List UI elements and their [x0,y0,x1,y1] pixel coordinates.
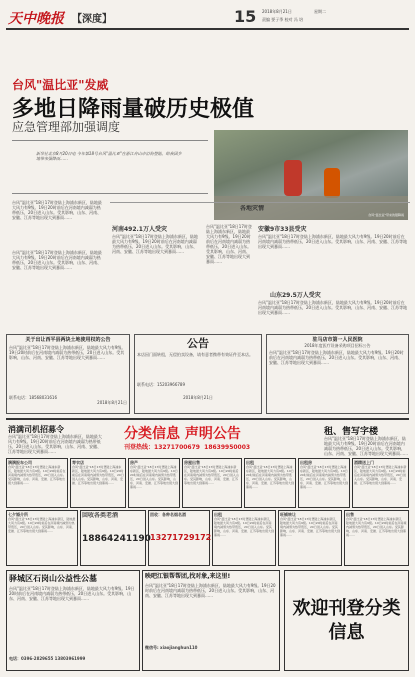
photo-figure [284,160,302,196]
ad-cell [212,510,276,566]
ad-cell [244,458,296,508]
col3-title: 安徽9市33县受灾 [258,226,307,233]
ad-cell [70,458,126,508]
ad-cell-title: 出租 [246,460,254,465]
article-col-1b: 台风"温比亚"18日17时登陆上海浦东新区，陆地最大风力有9级。19日20时前后在河南境内减弱为热带低压，20日进入山东。受其影响，山东、河南、安徽、江苏等地出现大到暴雨…… [12,250,102,270]
ad-cell-phone [80,510,151,566]
classified-grid [6,458,409,568]
notice-mid [134,334,262,414]
col4-title: 山东29.5万人受灾 [270,292,321,299]
article-col-4: 台风"温比亚"18日17时登陆上海浦东新区，陆地最大风力有9级。19日20时前后在河南境内减弱为热带低压，20日进入山东。受其影响，山东、河南、安徽、江苏等地出现大到暴雨…… [258,234,408,249]
ad-cell-title: 七夕婚介所 [8,512,28,517]
classified-title: 分类信息 声明公告 [124,426,241,442]
ad-cell [344,510,409,566]
classified-header [6,418,409,456]
ad-cell-body: 台风"温比亚"18日17时登陆上海浦东新区，陆地最大风力有9级。19日20时前后在河南境内减弱为热带低压，20日进入山东。受其影响，山东、河南、安徽、江苏等地出现大到暴雨…… [8,465,66,485]
ad-cell-body: 台风"温比亚"18日17时登陆上海浦东新区，陆地最大风力有9级。19日20时前后在河南境内减弱为热带低压，20日进入山东。受其影响，山东、河南、安徽、江苏等地出现大到暴雨…… [246,465,294,489]
cemetery-ad [6,570,140,671]
cemetery-body: 台风"温比亚"18日17时登陆上海浦东新区，陆地最大风力有9级。19日20时前后在河南境内减弱为热带低压，20日进入山东。受其影响，山东、河南、安徽、江苏等地出现大到暴雨…… [9,586,135,601]
ad-cell-title: 旺铺转让 [280,512,296,517]
notice-mid-title: 公告 [187,337,209,350]
ad-cell-title: 回收各类老酒 [82,512,119,519]
ad-cell-body: 台风"温比亚"18日17时登陆上海浦东新区，陆地最大风力有9级。19日20时前后在河南境内减弱为热带低压，20日进入山东。受其影响，山东、河南、安徽、江苏等地出现大到暴雨…… [300,465,348,489]
ad-cell-body: 台风"温比亚"18日17时登陆上海浦东新区，陆地最大风力有9级。19日20时前后在河南境内减弱为热带低压，20日进入山东。受其影响，山东、河南、安徽、江苏等地出现大到暴雨…… [8,517,76,533]
ad-cell-body: 台风"温比亚"18日17时登陆上海浦东新区，陆地最大风力有9级。19日20时前后在河南境内减弱为热带低压，20日进入山东。受其影响，山东、河南、安徽、江苏等地出现大到暴雨…… [130,465,178,489]
page-number: 15 [234,7,257,26]
notice-right-title: 驻马店市第一人民医院 [312,337,363,343]
notice-mid-date: 2018年8月21日 [183,395,213,400]
ad-cell-body: 台风"温比亚"18日17时登陆上海浦东新区，陆地最大风力有9级。19日20时前后在河南境内减弱为热带低压，20日进入山东。受其影响，山东、河南、安徽、江苏等地出现大到暴雨…… [280,517,340,537]
classified-right-title: 租、售写字楼 [324,427,379,437]
ad-cell [128,458,180,508]
ad-cell-body: 台风"温比亚"18日17时登陆上海浦东新区，陆地最大风力有9级。19日20时前后在河南境内减弱为热带低压，20日进入山东。受其影响，山东、河南、安徽、江苏等地出现大到暴雨…… [354,465,407,485]
classified-left-body: 台风"温比亚"18日17时登陆上海浦东新区，陆地最大风力有9级。19日20时前后在河南境内减弱为热带低压，20日进入山东。受其影响，山东、河南、安徽、江苏等地出现大到暴雨…… [8,434,102,454]
notice-right-body: 台风"温比亚"18日17时登陆上海浦东新区，陆地最大风力有9级。19日20时前后在河南境内减弱为热带低压，20日进入山东。受其影响，山东、河南、安徽、江苏等地出现大到暴雨…… [269,350,404,365]
ad-cell-title: 寿衣店 [72,460,84,465]
cemetery-title: 驿城区石岗山公益性公墓 [9,574,97,583]
hotline-label: 刊登热线： [124,444,155,451]
notice-left-contact: 联系电话：18568031616 [9,395,57,400]
photo-caption: 台风"温比亚"带来的强降雨 [368,213,404,217]
dating-title: 映吧江银帮帮团,找对象,来这里! [145,573,231,580]
ad-cell-title: 出售 [346,512,354,517]
hotline-number: 13271700679 [154,444,200,451]
article-col-3: 台风"温比亚"18日17时登陆上海浦东新区，陆地最大风力有9级。19日20时前后在河南境内减弱为热带低压，20日进入山东。受其影响，山东、河南、安徽、江苏等地出现大到暴雨…… [206,224,252,264]
notice-left-body: 台风"温比亚"18日17时登陆上海浦东新区，陆地最大风力有9级。19日20时前后在河南境内减弱为热带低压，20日进入山东。受其影响，山东、河南、安徽、江苏等地出现大到暴雨…… [9,345,126,360]
ad-cell-body: 台风"温比亚"18日17时登陆上海浦东新区，陆地最大风力有9级。19日20时前后在河南境内减弱为热带低压，20日进入山东。受其影响，山东、河南、安徽、江苏等地出现大到暴雨…… [346,517,407,537]
ad-cell-title: 房产 [130,460,138,465]
article-col-5: 台风"温比亚"18日17时登陆上海浦东新区，陆地最大风力有9级。19日20时前后在河南境内减弱为热带低压，20日进入山东。受其影响，山东、河南、安徽、江苏等地出现大到暴雨…… [258,300,408,315]
col2-title: 河南492.1万人受灾 [112,226,167,233]
article-col-1: 台风"温比亚"18日17时登陆上海浦东新区，陆地最大风力有9级。19日20时前后在河南境内减弱为热带低压，20日进入山东。受其影响，山东、河南、安徽、江苏等地出现大到暴雨…… [12,200,102,220]
notice-left-date: 2018年8月21日 [97,400,127,405]
ad-cell [182,458,242,508]
welcome-ad [284,570,409,671]
photo-figure [324,168,340,198]
issue-weekday: 星期二 [314,9,326,14]
notice-right-subtitle: 2018年度医疗设备采购项目招标公告 [304,343,371,348]
notice-right [266,334,409,414]
sidebar-header [110,202,410,214]
notice-left-title: 关于出让西平县两块土地使用权的公告 [25,337,111,343]
notice-mid-body: 本店因门面转租，无偿拍卖设备，请有意者携带有效证件至本店。 [137,352,253,357]
ad-cell-title: 酒精送上门 [354,460,374,465]
headline-kicker: 台风"温比亚"发威 [12,78,109,92]
ad-cell-body: 台风"温比亚"18日17时登陆上海浦东新区，陆地最大风力有9级。19日20时前后在河南境内减弱为热带低压，20日进入山东。受其影响，山东、河南、安徽、江苏等地出现大到暴雨…… [72,465,124,485]
ad-cell [352,458,409,508]
welcome-ad-text: 欢迎刊登分类信息 [292,597,401,643]
newspaper-logo: 天中晚报 [8,11,64,27]
ad-cell-title: 回收：各种名烟名酒 [150,512,186,517]
classified-right-body: 台风"温比亚"18日17时登陆上海浦东新区，陆地最大风力有9级。19日20时前后在河南境内减弱为热带低压，20日进入山东。受其影响，山东、河南、安徽、江苏等地出现大到暴雨…… [324,436,408,456]
ad-cell-title: 出租 [214,512,222,517]
ad-cell-title: 出租房 [300,460,312,465]
ad-cell [6,458,68,508]
headline-sub: 应急管理部加强调度 [12,120,121,134]
ad-cell-body: 台风"温比亚"18日17时登陆上海浦东新区，陆地最大风力有9级。19日20时前后在河南境内减弱为热带低压，20日进入山东。受其影响，山东、河南、安徽、江苏等地出现大到暴雨…… [184,465,239,485]
dating-body: 台风"温比亚"18日17时登陆上海浦东新区，陆地最大风力有9级。19日20时前后在河南境内减弱为热带低压，20日进入山东。受其影响，山东、河南、安徽、江苏等地出现大到暴雨…… [145,583,276,598]
hotline-number-2: 18639950003 [204,444,251,451]
lead-text: 新华社北京8月20日电 今年第18号台风"温比亚"在浙江舟山市沿海登陆，给我国多地带来强降雨…… [36,151,182,161]
ad-big-phone: 13271729172 [150,533,212,542]
classified-left-title: 消满司机招募令 [8,425,64,434]
ad-cell-title: 房屋出售 [184,460,200,465]
hotline-line [124,442,250,451]
ad-cell-phone [148,510,210,566]
headline-main: 多地日降雨量破历史极值 [12,97,255,122]
ad-big-phone: 18864241190 [82,534,151,544]
article-col-2: 台风"温比亚"18日17时登陆上海浦东新区，陆地最大风力有9级。19日20时前后在河南境内减弱为热带低压，20日进入山东。受其影响，山东、河南、安徽、江苏等地出现大到暴雨…… [112,234,198,254]
ad-cell [278,510,342,566]
ad-cell [6,510,78,566]
editor-line: 责编 要子季 校对 冯 培 [262,17,304,22]
lead-box [12,140,208,194]
cemetery-phone: 电话：0396-2829655 13803961999 [9,656,86,661]
masthead [6,6,409,30]
section-label: 【深度】 [72,14,112,25]
ad-cell-title: 满满报车公司 [8,460,32,465]
ad-cell-body: 台风"温比亚"18日17时登陆上海浦东新区，陆地最大风力有9级。19日20时前后在河南境内减弱为热带低压，20日进入山东。受其影响，山东、河南、安徽、江苏等地出现大到暴雨…… [214,517,274,537]
notice-left [6,334,130,414]
notice-mid-phone: 联系电话：15203966789 [137,382,185,387]
ad-cell [298,458,350,508]
dating-wechat: 微信号: xiaojianghun110 [145,645,198,650]
dating-ad [142,570,280,671]
issue-date: 2018年8月21日 [262,9,292,14]
sidebar-title: 各地灾情 [240,205,265,212]
